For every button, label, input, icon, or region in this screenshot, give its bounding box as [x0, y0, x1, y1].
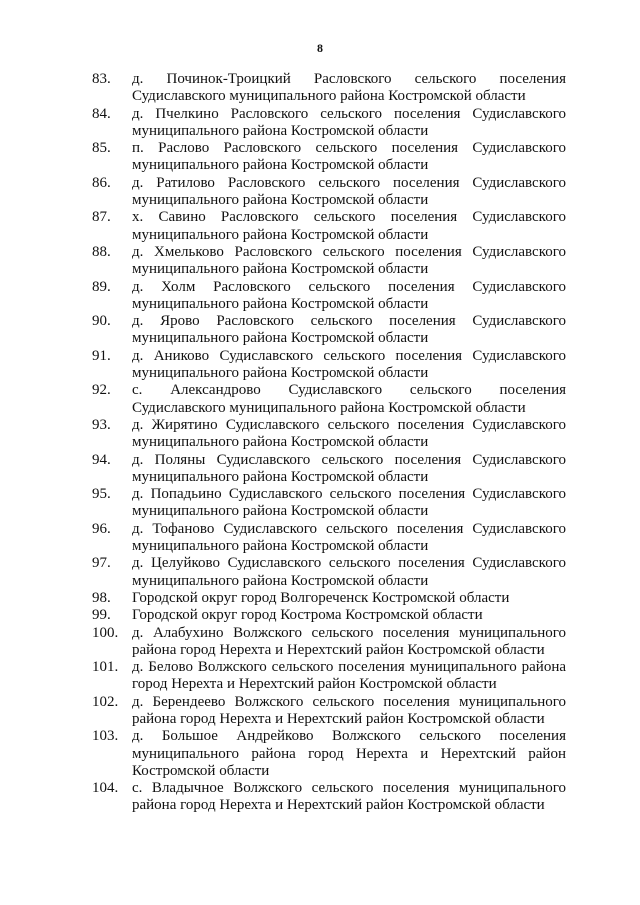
item-number: 102.	[92, 693, 119, 710]
list-item	[92, 279, 566, 314]
item-text: п. Раслово Расловского сельского поселения Судиславского муниципального района Костромской области	[132, 140, 566, 174]
item-number: 97.	[92, 555, 111, 572]
item-text: с. Владычное Волжского сельского поселения муниципального района город Нерехта и Нерехтский район Костромской области	[132, 780, 566, 814]
list-item	[92, 486, 566, 521]
item-number: 99.	[92, 607, 111, 624]
item-number: 98.	[92, 589, 111, 606]
item-number: 87.	[92, 209, 111, 226]
item-number: 85.	[92, 140, 111, 157]
list-item	[92, 71, 566, 106]
item-text: Городской округ город Волгореченск Костромской области	[132, 589, 510, 606]
item-number: 92.	[92, 382, 111, 399]
item-number: 93.	[92, 416, 111, 433]
item-text: д. Поляны Судиславского сельского поселения Судиславского муниципального района Костромской области	[132, 451, 566, 485]
item-text: д. Большое Андрейково Волжского сельского поселения муниципального района город Нерехта и Нерехтский район Костромской области	[132, 728, 566, 779]
item-text: д. Целуйково Судиславского сельского поселения Судиславского муниципального района Костромской области	[132, 555, 566, 589]
item-number: 83.	[92, 71, 111, 87]
list-item	[92, 555, 566, 590]
list-item	[92, 728, 566, 780]
list-item	[92, 348, 566, 383]
list-item	[92, 452, 566, 487]
item-text: д. Тофаново Судиславского сельского поселения Судиславского муниципального района Костромской области	[132, 520, 566, 555]
list-item	[92, 106, 566, 141]
item-text: д. Берендеево Волжского сельского поселения муниципального района город Нерехта и Нерехтский район Костромской области	[132, 693, 566, 727]
item-text: х. Савино Расловского сельского поселения Судиславского муниципального района Костромской области	[132, 209, 566, 243]
item-number: 104.	[92, 780, 119, 797]
list-item	[92, 780, 566, 815]
item-text: Городской округ город Кострома Костромской области	[132, 607, 483, 624]
settlement-list	[92, 71, 566, 815]
list-item	[92, 607, 566, 624]
item-text: д. Алабухино Волжского сельского поселения муниципального района город Нерехта и Нерехтский район Костромской области	[132, 624, 566, 658]
list-item	[92, 244, 566, 279]
list-item	[92, 382, 566, 417]
item-number: 88.	[92, 243, 111, 260]
item-text: д. Хмельково Расловского сельского поселения Судиславского муниципального района Костромской области	[132, 243, 566, 278]
item-number: 86.	[92, 174, 111, 191]
item-text: д. Попадьино Судиславского сельского поселения Судиславского муниципального района Костромской области	[132, 486, 566, 520]
item-text: д. Починок-Троицкий Расловского сельского поселения Судиславского муниципального района Костромской области	[132, 71, 566, 105]
list-item	[92, 209, 566, 244]
list-item	[92, 694, 566, 729]
item-text: д. Жирятино Судиславского сельского поселения Судиславского муниципального района Костромской области	[132, 416, 566, 451]
item-number: 96.	[92, 520, 111, 537]
list-item	[92, 417, 566, 452]
item-number: 90.	[92, 313, 111, 330]
item-text: д. Пчелкино Расловского сельского поселения Судиславского муниципального района Костромской области	[132, 105, 566, 139]
list-item	[92, 590, 566, 607]
item-number: 100.	[92, 624, 119, 641]
item-text: д. Ярово Расловского сельского поселения Судиславского муниципального района Костромской области	[132, 313, 566, 347]
item-number: 94.	[92, 451, 111, 468]
page-number: 8	[317, 41, 323, 55]
item-number: 103.	[92, 728, 119, 745]
item-number: 84.	[92, 105, 111, 122]
list-item	[92, 625, 566, 660]
item-text: д. Аниково Судиславского сельского поселения Судиславского муниципального района Костромской области	[132, 347, 566, 382]
item-text: д. Ратилово Расловского сельского поселения Судиславского муниципального района Костромской области	[132, 174, 566, 209]
item-text: д. Холм Расловского сельского поселения Судиславского муниципального района Костромской области	[132, 278, 566, 312]
item-number: 91.	[92, 347, 111, 364]
list-item	[92, 521, 566, 556]
item-number: 101.	[92, 659, 119, 676]
list-item	[92, 313, 566, 348]
list-item	[92, 140, 566, 175]
item-text: с. Александрово Судиславского сельского поселения Судиславского муниципального района Костромской области	[132, 382, 566, 416]
item-number: 95.	[92, 486, 111, 503]
item-text: д. Белово Волжского сельского поселения муниципального района город Нерехта и Нерехтский район Костромской области	[132, 659, 566, 693]
item-number: 89.	[92, 278, 111, 295]
list-item	[92, 175, 566, 210]
list-item	[92, 659, 566, 694]
